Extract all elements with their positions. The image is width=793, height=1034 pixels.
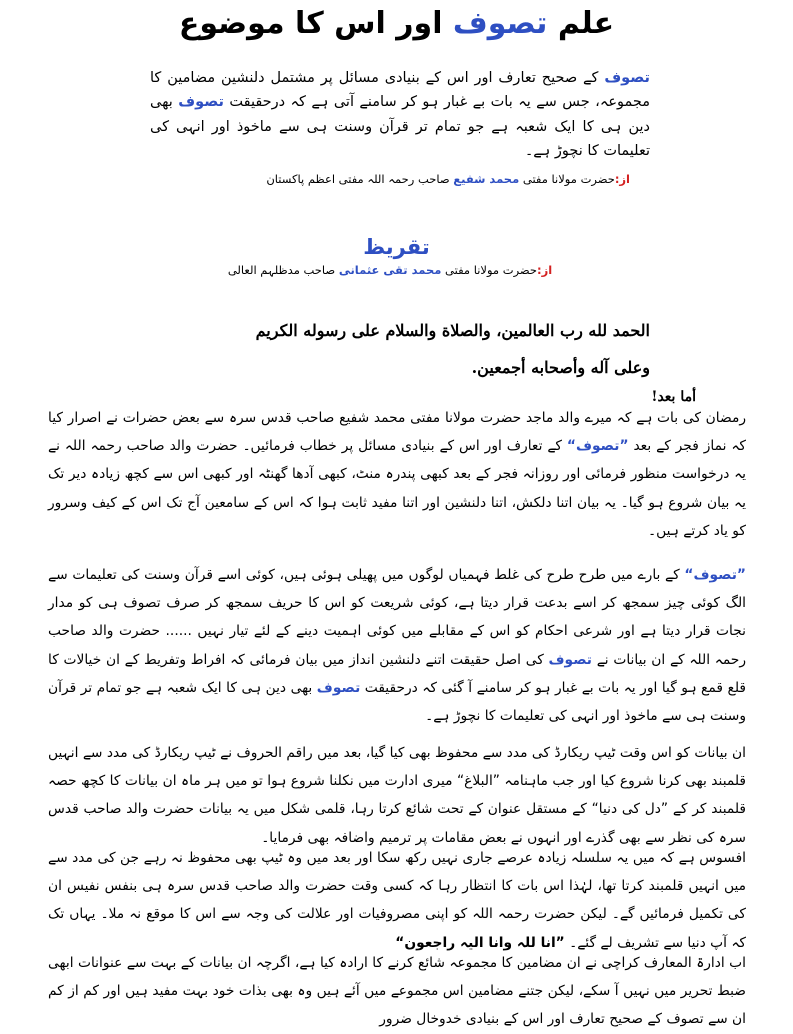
author-attribution xyxy=(150,170,630,188)
taqriz-attribution-text-b: صاحب مدظلہم العالی xyxy=(227,263,339,277)
amma-baad: أما بعد! xyxy=(651,389,696,405)
p2-keyword: ”تصوف“ xyxy=(684,567,746,583)
p2-text-c: بھی دین ہی کا ایک شعبہ ہے جو تمام تر قرآن وسنت ہی سے ماخوذ اور انہی کی تعلیمات کا نچوڑ ہے۔ xyxy=(48,679,746,725)
taqriz-attribution xyxy=(150,261,630,279)
p2-text-a: کے بارے میں طرح طرح کی غلط فہمیاں لوگوں میں پھیلی ہوئی ہیں، کوئی اسے قرآن وسنت کی تعلیمات سے الگ کوئی چیز سمجھ کر اسے بدعت قرار دیتا ہے، کوئی شریعت کو اس کا حریف سمجھ کر صرف تصوف ہی کو مدار نجات قرار دیتا ہے اور شرعی احکام کو اس کے مقابلے میں کوئی اہمیت دینے کے لئے تیار نہیں ...... حضرت والد صاحب رحمہ اللہ کے ان بیانات نے xyxy=(48,567,746,668)
body-paragraph-5: اب ادارۃ المعارف کراچی نے ان مضامین کا مجموعہ شائع کرنے کا ارادہ کیا ہے، اگرچہ ان بیانات کے بہت سے عنوانات ابھی ضبط تحریر میں نہیں آ سکے، لیکن جتنے مضامین اس مجموعے میں آئے ہیں وہ بھی بذات خود بہت مفید ہیں اور کم از کم ان سے تصوف کے صحیح تعارف اور اس کے بنیادی خدوخال ضرور xyxy=(48,955,746,1028)
p1-keyword: ”تصوف“ xyxy=(566,438,629,455)
p1-text-a: رمضان کی بات ہے کہ میرے والد ماجد حضرت مولانا مفتی محمد شفیع صاحب قدس سرہ سے بعض حضرات نے اصرار کیا کہ نماز فجر کے بعد xyxy=(48,410,746,455)
intro-keyword-2: تصوف xyxy=(178,94,224,111)
intro-text-1: کے صحیح تعارف اور اس کے بنیادی مسائل پر مشتمل دلنشین مضامین کا مجموعہ، جس سے یہ بات بے غبار ہو کر سامنے آتی ہے کہ درحقیقت xyxy=(150,70,651,111)
p4-quote: ”انا للہ وانا الیہ راجعون“ xyxy=(395,934,565,951)
attribution-prefix: از: xyxy=(614,172,630,186)
section-heading-taqriz: تقریظ xyxy=(363,235,430,259)
attribution-text-b: صاحب رحمہ اللہ مفتی اعظم پاکستان xyxy=(266,172,454,186)
p2-keyword-2: تصوف xyxy=(548,651,592,668)
taqriz-attribution-text-a: حضرت مولانا مفتی xyxy=(441,263,537,277)
p2-text-b: کی اصل حقیقت اتنے دلنشین انداز میں بیان فرمائی کہ افراط وتفریط کے ان خیالات کا قلع قمع ہو گیا اور یہ بات بے غبار ہو کر سامنے آ گئی کہ درحقیقت xyxy=(48,651,746,696)
attribution-text-a: حضرت مولانا مفتی xyxy=(519,172,615,186)
body-paragraph-4 xyxy=(48,844,746,957)
author-name: محمد شفیع xyxy=(453,172,520,186)
title-word-ilm: علم xyxy=(547,6,615,41)
page-title xyxy=(0,2,793,46)
body-paragraph-1 xyxy=(48,404,746,545)
arabic-praise-line-2: وعلی آله وأصحابه أجمعين. xyxy=(471,358,650,377)
arabic-praise-line-1: الحمد لله رب العالمين، والصلاة والسلام علی رسوله الكريم xyxy=(255,321,650,340)
p4-text: افسوس ہے کہ میں یہ سلسلہ زیادہ عرصے جاری نہیں رکھ سکا اور بعد میں وہ ٹیپ بھی محفوظ نہ رہے جن کی مدد سے میں انہیں قلمبند کرتا تھا، لہٰذا اس بات کا انتظار رہا کہ کسی وقت حضرت والد صاحب قدس سرہ ہی بنفس نفیس ان کی تکمیل فرمائیں گے۔ لیکن حضرت رحمہ اللہ کو اپنی مصروفیات اور علالت کی وجہ سے اس کا موقع نہ ملا۔ یہاں تک کہ آپ دنیا سے تشریف لے گئے۔ xyxy=(48,850,746,951)
taqriz-attribution-prefix: از: xyxy=(537,263,553,277)
intro-text-2: بھی دین ہی کا ایک شعبہ ہے جو تمام تر قرآن وسنت ہی سے ماخوذ اور انہی کی تعلیمات کا نچوڑ ہے۔ xyxy=(150,94,650,159)
p1-text-b: کے تعارف اور اس کے بنیادی مسائل پر خطاب فرمائیں۔ حضرت والد صاحب رحمہ اللہ نے یہ درخواست منظور فرمائی اور روزانہ فجر کے بعد کبھی پندرہ منٹ، کبھی آدھا گھنٹہ اور کبھی اس سے کچھ زیادہ دیر تک یہ بیان شروع ہو گیا۔ یہ بیان اتنا دلکش، اتنا دلنشین اور اتنا مفید ثابت ہوا کہ اس کے سامعین آج تک اس کے کیف وسرور کو یاد کرتے ہیں۔ xyxy=(48,438,746,539)
intro-keyword: تصوف xyxy=(604,70,650,86)
body-paragraph-2 xyxy=(48,561,746,730)
taqriz-author-name: محمد تقی عثمانی xyxy=(338,263,442,277)
body-paragraph-3: ان بیانات کو اس وقت ٹیپ ریکارڈ کی مدد سے محفوظ بھی کیا گیا، بعد میں راقم الحروف نے ٹیپ ریکارڈ کی مدد سے انہیں قلمبند بھی کرنا شروع کیا اور جب ماہنامہ ”البلاغ“ میری ادارت میں نکلنا شروع ہوا تو میں ہر ماہ ان بیانات کا کچھ حصہ قلمبند کر کے ”دل کی دنیا“ کے مستقل عنوان کے تحت شائع کرتا رہا، قلمی شکل میں یہ بیانات حضرت والد صاحب قدس سرہ کی نظر سے بھی گذرے اور انہوں نے بعض مقامات پر ترمیم واضافہ بھی فرمایا۔ xyxy=(48,745,746,846)
intro-paragraph xyxy=(150,66,650,163)
title-word-tasawwuf: تصوف xyxy=(452,6,548,41)
title-rest: اور اس کا موضوع xyxy=(178,6,453,41)
p2-keyword-3: تصوف xyxy=(316,679,361,696)
